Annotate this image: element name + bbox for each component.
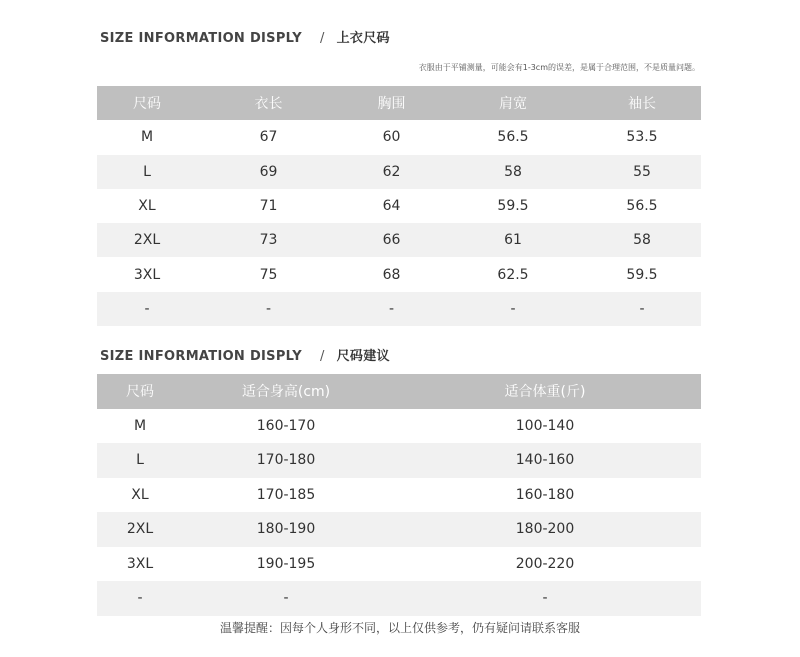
cell: 170-180 bbox=[183, 443, 389, 478]
cell: 58 bbox=[443, 155, 583, 189]
table-row bbox=[97, 581, 701, 616]
top-size-table bbox=[97, 86, 701, 326]
measurement-note: 衣服由于平铺测量，可能会有1-3cm的误差，是属于合理范围，不是质量问题。 bbox=[418, 63, 700, 72]
cell: 62.5 bbox=[497, 266, 529, 283]
cell: 62 bbox=[340, 155, 443, 189]
cell: - bbox=[389, 581, 701, 616]
header-shoulder: 肩宽 bbox=[443, 86, 583, 120]
cell: - bbox=[97, 292, 197, 326]
cell: 53.5 bbox=[626, 129, 658, 146]
cell: L bbox=[97, 443, 183, 478]
header-height: 适合身高(cm) bbox=[183, 374, 389, 409]
table-row bbox=[97, 512, 701, 547]
cell: XL bbox=[138, 198, 156, 215]
cell: 200-220 bbox=[515, 555, 575, 572]
header-length: 衣长 bbox=[197, 86, 340, 120]
cell: 58 bbox=[583, 223, 701, 257]
cell: 2XL bbox=[97, 223, 197, 257]
header-sleeve: 袖长 bbox=[583, 86, 701, 120]
table-row bbox=[97, 409, 701, 444]
cell: 3XL bbox=[126, 555, 154, 572]
cell: 71 bbox=[259, 198, 278, 215]
cell: 59.5 bbox=[626, 266, 658, 283]
section-2-subtitle: 尺码建议 bbox=[336, 349, 390, 364]
cell: 75 bbox=[259, 266, 278, 283]
cell: M bbox=[140, 129, 154, 146]
cell: 160-180 bbox=[515, 486, 575, 503]
cell: 2XL bbox=[97, 512, 183, 547]
cell: 100-140 bbox=[515, 417, 575, 434]
section-1-subtitle: 上衣尺码 bbox=[336, 31, 390, 46]
header-size: 尺码 bbox=[97, 374, 183, 409]
section-2-slash: / bbox=[319, 349, 325, 364]
header-chest: 胸围 bbox=[340, 86, 443, 120]
table-header-row bbox=[97, 86, 701, 120]
cell: - bbox=[97, 581, 183, 616]
cell: 67 bbox=[259, 129, 278, 146]
cell: 170-185 bbox=[256, 486, 316, 503]
cell: 3XL bbox=[133, 266, 161, 283]
footer-reminder: 温馨提醒：因每个人身形不同，以上仅供参考，仍有疑问请联系客服 bbox=[219, 621, 580, 635]
table-row bbox=[97, 478, 701, 513]
cell: - bbox=[197, 292, 340, 326]
size-recommendation-table bbox=[97, 374, 701, 616]
cell: 56.5 bbox=[626, 198, 658, 215]
cell: 55 bbox=[583, 155, 701, 189]
cell: - bbox=[583, 292, 701, 326]
cell: XL bbox=[131, 486, 149, 503]
cell: 68 bbox=[382, 266, 401, 283]
cell: 73 bbox=[197, 223, 340, 257]
table-row bbox=[97, 257, 701, 291]
header-weight: 适合体重(斤) bbox=[389, 374, 701, 409]
table-row bbox=[97, 223, 701, 257]
cell: 66 bbox=[340, 223, 443, 257]
cell: 56.5 bbox=[497, 129, 529, 146]
cell: - bbox=[183, 581, 389, 616]
cell: 60 bbox=[382, 129, 401, 146]
cell: 61 bbox=[443, 223, 583, 257]
cell: 180-190 bbox=[183, 512, 389, 547]
table-header-row bbox=[97, 374, 701, 409]
section-2-heading: SIZE INFORMATION DISPLY bbox=[100, 349, 302, 364]
cell: - bbox=[340, 292, 443, 326]
cell: 190-195 bbox=[256, 555, 316, 572]
table-row bbox=[97, 155, 701, 189]
cell: 140-160 bbox=[389, 443, 701, 478]
table-row bbox=[97, 292, 701, 326]
section-1-heading: SIZE INFORMATION DISPLY bbox=[100, 31, 302, 46]
cell: 59.5 bbox=[497, 198, 529, 215]
cell: 160-170 bbox=[256, 417, 316, 434]
cell: M bbox=[133, 417, 147, 434]
section-1-slash: / bbox=[319, 31, 325, 46]
section-1-title bbox=[100, 27, 390, 46]
table-row bbox=[97, 443, 701, 478]
section-2-title bbox=[100, 345, 390, 364]
cell: 69 bbox=[197, 155, 340, 189]
header-size: 尺码 bbox=[97, 86, 197, 120]
cell: L bbox=[97, 155, 197, 189]
table-row bbox=[97, 189, 701, 223]
table-row bbox=[97, 547, 701, 582]
cell: 180-200 bbox=[389, 512, 701, 547]
cell: 64 bbox=[382, 198, 401, 215]
cell: - bbox=[443, 292, 583, 326]
table-row bbox=[97, 120, 701, 154]
